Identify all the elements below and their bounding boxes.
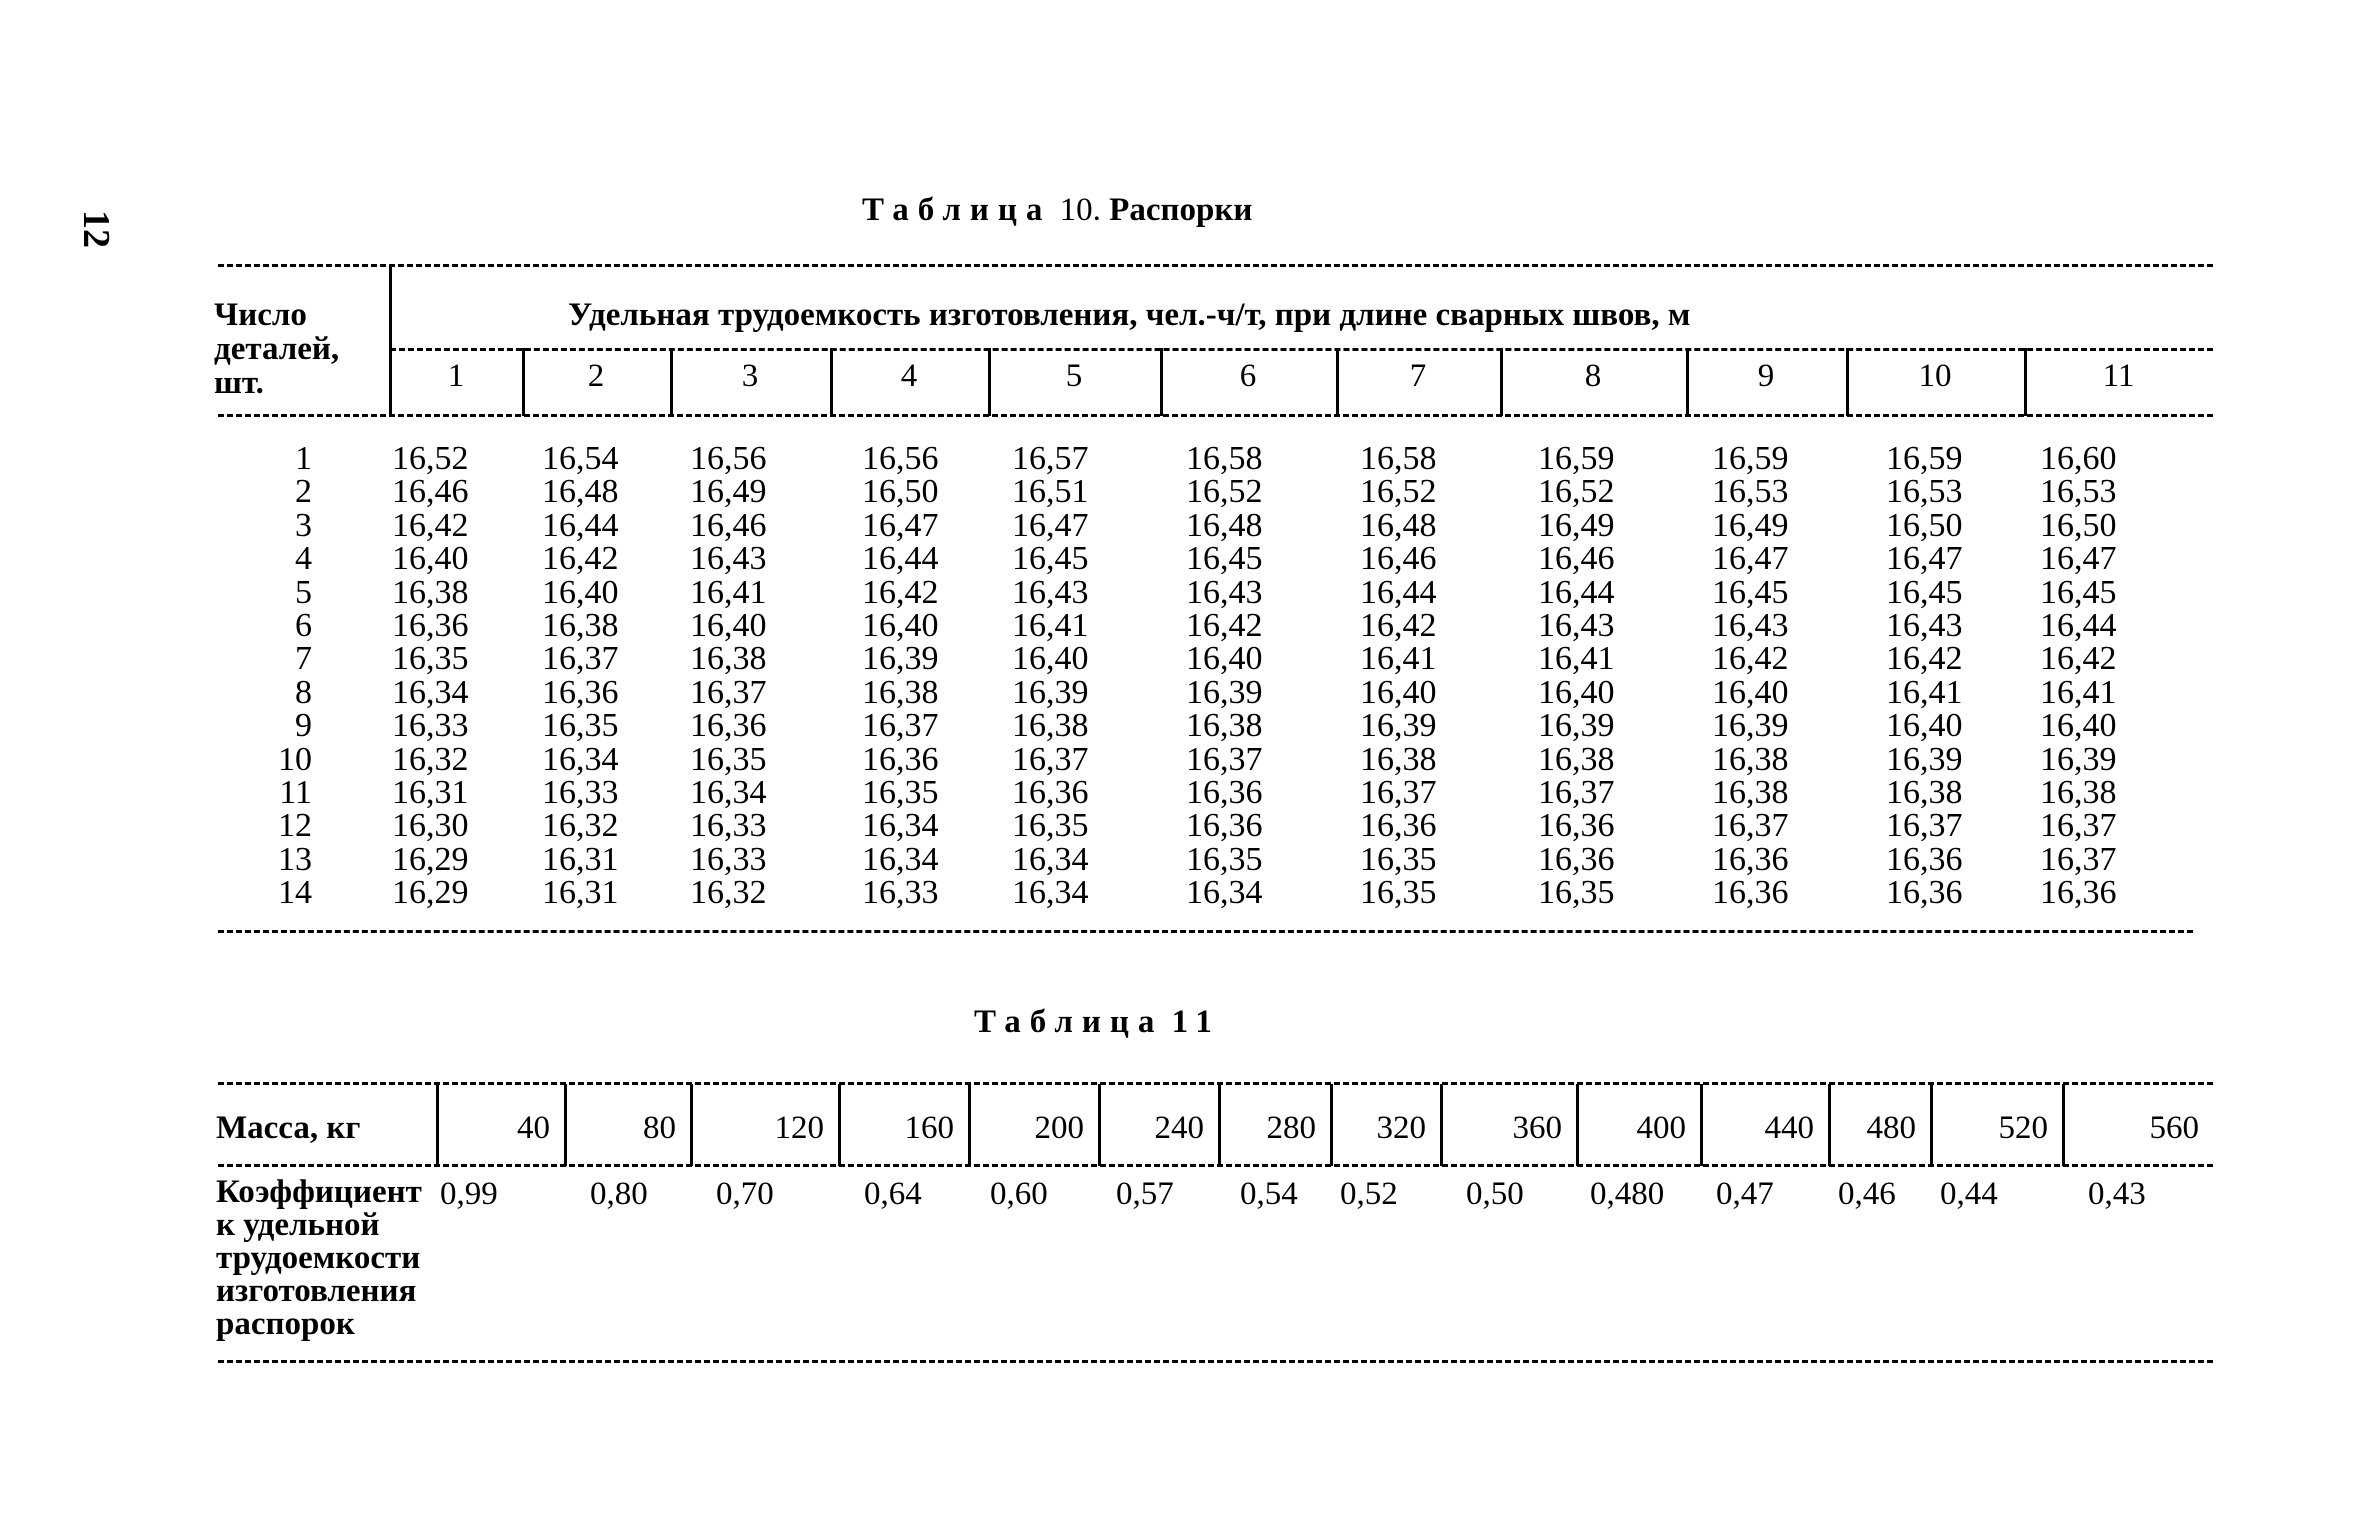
row-header-line-3: шт. xyxy=(214,365,264,401)
coef-label-line-4: изготовления xyxy=(216,1273,417,1309)
table10-cell: 16,40 xyxy=(2040,707,2117,745)
table10-cell: 16,45 xyxy=(1712,573,1789,611)
table11-bottom-rule xyxy=(218,1360,2213,1363)
table10-cell: 16,52 xyxy=(1360,473,1437,511)
table10-cell: 16,34 xyxy=(542,740,619,778)
table10-cell: 16,50 xyxy=(2040,506,2117,544)
table10-cell: 16,47 xyxy=(1712,540,1789,578)
table10-row-label: 13 xyxy=(278,840,312,878)
table10-cell: 16,41 xyxy=(690,573,767,611)
table10-cell: 16,53 xyxy=(2040,473,2117,511)
table10-column-header-5: 5 xyxy=(1065,358,1083,394)
table10-cell: 16,42 xyxy=(542,540,619,578)
table10-subheader-rule xyxy=(390,348,2213,351)
table10-cell: 16,50 xyxy=(862,473,939,511)
table11-mass-value: 400 xyxy=(1636,1110,1686,1146)
table11-mid-rule xyxy=(218,1164,2213,1167)
table11-coefficient-value: 0,50 xyxy=(1466,1176,1524,1212)
table10-cell: 16,37 xyxy=(1712,807,1789,845)
table10-row-label: 2 xyxy=(295,473,312,511)
table10-cell: 16,36 xyxy=(392,607,469,644)
table11-coefficient-value: 0,99 xyxy=(440,1176,498,1212)
table10-cell: 16,31 xyxy=(392,774,469,811)
table10-cell: 16,38 xyxy=(862,673,939,711)
table10-cell: 16,50 xyxy=(1886,506,1963,544)
table10-cell: 16,40 xyxy=(1012,640,1089,678)
table10-cell: 16,40 xyxy=(392,540,469,578)
table10-cell: 16,38 xyxy=(1886,774,1963,811)
table10-cell: 16,44 xyxy=(2040,607,2117,644)
table11-mass-label: Масса, кг xyxy=(216,1110,361,1146)
table10-bottom-rule xyxy=(218,930,2193,933)
table10-cell: 16,36 xyxy=(1360,807,1437,845)
table10-cell: 16,44 xyxy=(542,506,619,544)
table10-caption-prefix: Таблица xyxy=(862,192,1052,228)
table10-cell: 16,38 xyxy=(392,573,469,611)
table11-coefficient-value: 0,480 xyxy=(1590,1176,1665,1212)
table10-cell: 16,52 xyxy=(392,440,469,477)
table11-mass-value: 160 xyxy=(904,1110,954,1146)
table10-cell: 16,29 xyxy=(392,840,469,878)
table10-cell: 16,35 xyxy=(690,740,767,778)
table11-mass-value: 280 xyxy=(1266,1110,1316,1146)
table11-mass-value: 480 xyxy=(1866,1110,1916,1146)
table10-cell: 16,51 xyxy=(1012,473,1089,511)
table11-coefficient-value: 0,52 xyxy=(1340,1176,1398,1212)
table10-cell: 16,38 xyxy=(1712,774,1789,811)
table10-cell: 16,43 xyxy=(690,540,767,578)
table11-mass-value: 520 xyxy=(1998,1110,2048,1146)
coef-label-line-1: Коэффициент xyxy=(216,1174,422,1210)
table11-coefficient-value: 0,47 xyxy=(1716,1176,1774,1212)
table11-coefficient-value: 0,46 xyxy=(1838,1176,1896,1212)
table10-cell: 16,33 xyxy=(690,807,767,845)
table10-cell: 16,38 xyxy=(1712,740,1789,778)
table11-mass-value: 120 xyxy=(774,1110,824,1146)
table10-cell: 16,34 xyxy=(392,673,469,711)
table10-column-header-9: 9 xyxy=(1757,358,1775,394)
table10-row-label: 11 xyxy=(279,774,312,811)
page-number: 12 xyxy=(75,210,117,248)
table10-cell: 16,36 xyxy=(1886,840,1963,878)
table10-cell: 16,37 xyxy=(542,640,619,678)
table11-caption xyxy=(974,1004,1221,1041)
table10-cell: 16,39 xyxy=(1886,740,1963,778)
table10-cell: 16,54 xyxy=(542,440,619,477)
table10-cell: 16,49 xyxy=(1712,506,1789,544)
table10-cell: 16,36 xyxy=(1012,774,1089,811)
table10-header-bottom-rule xyxy=(218,414,2213,417)
table10-cell: 16,38 xyxy=(1538,740,1615,778)
table10-cell: 16,35 xyxy=(1538,874,1615,912)
table10-cell: 16,36 xyxy=(690,707,767,745)
table10-cell: 16,44 xyxy=(1538,573,1615,611)
table10-cell: 16,46 xyxy=(1538,540,1615,578)
table10-cell: 16,48 xyxy=(1360,506,1437,544)
table11-mass-value: 40 xyxy=(517,1110,550,1146)
table10-row-label: 1 xyxy=(295,440,312,477)
table10-cell: 16,47 xyxy=(2040,540,2117,578)
table10-cell: 16,49 xyxy=(690,473,767,511)
table10-column-header-1: 1 xyxy=(447,358,465,394)
table10-cell: 16,59 xyxy=(1886,440,1963,477)
table10-cell: 16,44 xyxy=(1360,573,1437,611)
table10-cell: 16,38 xyxy=(2040,774,2117,811)
table11-coefficient-value: 0,57 xyxy=(1116,1176,1174,1212)
table10-cell: 16,33 xyxy=(392,707,469,745)
table10-cell: 16,39 xyxy=(1012,673,1089,711)
table10-group-header: Удельная трудоемкость изготовления, чел.-ч/т, при длине сварных швов, м xyxy=(568,297,1691,333)
table10-cell: 16,29 xyxy=(392,874,469,912)
table10-cell: 16,43 xyxy=(1712,607,1789,644)
table10-cell: 16,45 xyxy=(1012,540,1089,578)
table10-cell: 16,35 xyxy=(1360,840,1437,878)
table11-mass-value: 200 xyxy=(1034,1110,1084,1146)
table10-cell: 16,38 xyxy=(690,640,767,678)
table10-cell: 16,39 xyxy=(1186,673,1263,711)
table10-cell: 16,40 xyxy=(542,573,619,611)
table10-cell: 16,36 xyxy=(1186,774,1263,811)
table10-cell: 16,47 xyxy=(1886,540,1963,578)
table10-cell: 16,59 xyxy=(1538,440,1615,477)
table10-column-header-11: 11 xyxy=(2102,358,2135,394)
table10-cell: 16,35 xyxy=(542,707,619,745)
table10-cell: 16,49 xyxy=(1538,506,1615,544)
coef-label-line-2: к удельной xyxy=(216,1207,380,1243)
table10-cell: 16,37 xyxy=(2040,807,2117,845)
table10-cell: 16,34 xyxy=(690,774,767,811)
table11-mass-value: 240 xyxy=(1154,1110,1204,1146)
table10-cell: 16,41 xyxy=(1886,673,1963,711)
table10-cell: 16,57 xyxy=(1012,440,1089,477)
table10-cell: 16,32 xyxy=(690,874,767,912)
table10-cell: 16,38 xyxy=(542,607,619,644)
table10-cell: 16,37 xyxy=(1012,740,1089,778)
table10-cell: 16,37 xyxy=(862,707,939,745)
table10-cell: 16,34 xyxy=(862,807,939,845)
table11-mass-value: 560 xyxy=(2149,1110,2199,1146)
table10-cell: 16,60 xyxy=(2040,440,2117,477)
table11-coef-label xyxy=(216,1176,422,1341)
table10-row-label: 7 xyxy=(295,640,312,678)
table11-coefficient-value: 0,54 xyxy=(1240,1176,1298,1212)
table10-row-label: 6 xyxy=(295,607,312,644)
table10-cell: 16,36 xyxy=(1712,840,1789,878)
table11-coefficient-value: 0,44 xyxy=(1940,1176,1998,1212)
table10-cell: 16,40 xyxy=(690,607,767,644)
table10-caption-title: Распорки xyxy=(1109,192,1253,228)
table10-cell: 16,40 xyxy=(1886,707,1963,745)
table10-cell: 16,37 xyxy=(2040,840,2117,878)
table10-cell: 16,32 xyxy=(392,740,469,778)
table10-cell: 16,41 xyxy=(1012,607,1089,644)
table10-cell: 16,37 xyxy=(690,673,767,711)
table10-cell: 16,43 xyxy=(1538,607,1615,644)
table10-cell: 16,45 xyxy=(2040,573,2117,611)
table10-cell: 16,36 xyxy=(1538,840,1615,878)
table10-cell: 16,37 xyxy=(1360,774,1437,811)
table10-cell: 16,38 xyxy=(1360,740,1437,778)
table10-cell: 16,36 xyxy=(1712,874,1789,912)
table10-row-label: 3 xyxy=(295,506,312,544)
table10-cell: 16,36 xyxy=(1538,807,1615,845)
table10-cell: 16,34 xyxy=(1012,840,1089,878)
table10-cell: 16,45 xyxy=(1886,573,1963,611)
table10-cell: 16,33 xyxy=(542,774,619,811)
table10-cell: 16,38 xyxy=(1012,707,1089,745)
table11-caption-prefix: Таблица xyxy=(974,1004,1164,1040)
table10-cell: 16,37 xyxy=(1186,740,1263,778)
table10-cell: 16,34 xyxy=(862,840,939,878)
table10-row-header xyxy=(214,298,339,400)
table10-cell: 16,56 xyxy=(690,440,767,477)
table10-cell: 16,46 xyxy=(392,473,469,511)
table10-cell: 16,40 xyxy=(862,607,939,644)
table10-cell: 16,36 xyxy=(1886,874,1963,912)
table10-cell: 16,42 xyxy=(1886,640,1963,678)
table10-cell: 16,44 xyxy=(862,540,939,578)
table10-cell: 16,34 xyxy=(1012,874,1089,912)
table11-mass-value: 80 xyxy=(643,1110,676,1146)
table10-cell: 16,58 xyxy=(1360,440,1437,477)
table10-cell: 16,47 xyxy=(862,506,939,544)
table10-cell: 16,36 xyxy=(542,673,619,711)
table10-cell: 16,43 xyxy=(1012,573,1089,611)
table10-cell: 16,42 xyxy=(2040,640,2117,678)
table10-column-header-4: 4 xyxy=(900,358,918,394)
table10-cell: 16,34 xyxy=(1186,874,1263,912)
coef-label-line-3: трудоемкости xyxy=(216,1240,421,1276)
table10-cell: 16,43 xyxy=(1186,573,1263,611)
table11-coefficient-value: 0,80 xyxy=(590,1176,648,1212)
table11-mass-value: 320 xyxy=(1376,1110,1426,1146)
table10-column-header-6: 6 xyxy=(1239,358,1257,394)
table10-cell: 16,38 xyxy=(1186,707,1263,745)
table10-cell: 16,32 xyxy=(542,807,619,845)
table10-cell: 16,40 xyxy=(1712,673,1789,711)
table10-cell: 16,33 xyxy=(862,874,939,912)
table10-caption-number: 10. xyxy=(1059,192,1101,228)
table10-row-label: 10 xyxy=(278,740,312,778)
table11-top-rule xyxy=(218,1082,2213,1085)
table10-cell: 16,40 xyxy=(1538,673,1615,711)
table10-column-header-7: 7 xyxy=(1409,358,1427,394)
table10-cell: 16,47 xyxy=(1012,506,1089,544)
coef-label-line-5: распорок xyxy=(216,1306,355,1342)
table10-row-label: 4 xyxy=(295,540,312,578)
table10-cell: 16,52 xyxy=(1538,473,1615,511)
table10-caption xyxy=(862,192,1252,229)
table10-cell: 16,53 xyxy=(1886,473,1963,511)
table10-cell: 16,37 xyxy=(1538,774,1615,811)
table10-cell: 16,36 xyxy=(862,740,939,778)
table10-cell: 16,35 xyxy=(1012,807,1089,845)
table10-cell: 16,41 xyxy=(1360,640,1437,678)
table10-column-header-8: 8 xyxy=(1584,358,1602,394)
table10-row-label: 5 xyxy=(295,573,312,611)
row-header-line-1: Число xyxy=(214,297,307,333)
table10-cell: 16,42 xyxy=(1712,640,1789,678)
table10-cell: 16,56 xyxy=(862,440,939,477)
table10-cell: 16,46 xyxy=(1360,540,1437,578)
table10-column-header-3: 3 xyxy=(741,358,759,394)
table10-row-label: 14 xyxy=(278,874,312,912)
table10-column-header-10: 10 xyxy=(1918,358,1952,394)
table10-top-rule xyxy=(218,264,2213,267)
table11-coefficient-value: 0,70 xyxy=(716,1176,774,1212)
table10-cell: 16,42 xyxy=(862,573,939,611)
table10-column-header-2: 2 xyxy=(587,358,605,394)
table10-cell: 16,48 xyxy=(1186,506,1263,544)
table10-cell: 16,37 xyxy=(1886,807,1963,845)
table10-cell: 16,59 xyxy=(1712,440,1789,477)
table10-cell: 16,41 xyxy=(2040,673,2117,711)
table10-cell: 16,40 xyxy=(1360,673,1437,711)
table10-cell: 16,39 xyxy=(2040,740,2117,778)
table10-row-label: 12 xyxy=(278,807,312,845)
table10-cell: 16,48 xyxy=(542,473,619,511)
table10-cell: 16,42 xyxy=(392,506,469,544)
table10-cell: 16,40 xyxy=(1186,640,1263,678)
table10-cell: 16,46 xyxy=(690,506,767,544)
table10-cell: 16,42 xyxy=(1186,607,1263,644)
table10-cell: 16,31 xyxy=(542,874,619,912)
table10-cell: 16,35 xyxy=(392,640,469,678)
table10-cell: 16,39 xyxy=(1360,707,1437,745)
table10-cell: 16,35 xyxy=(1360,874,1437,912)
table10-cell: 16,53 xyxy=(1712,473,1789,511)
table10-cell: 16,52 xyxy=(1186,473,1263,511)
table10-cell: 16,36 xyxy=(1186,807,1263,845)
table10-cell: 16,39 xyxy=(1712,707,1789,745)
table10-cell: 16,39 xyxy=(1538,707,1615,745)
table11-caption-number: 11 xyxy=(1171,1004,1221,1040)
row-header-line-2: деталей, xyxy=(214,331,340,367)
table10-cell: 16,39 xyxy=(862,640,939,678)
table10-cell: 16,43 xyxy=(1886,607,1963,644)
table10-cell: 16,45 xyxy=(1186,540,1263,578)
table11-coefficient-value: 0,60 xyxy=(990,1176,1048,1212)
table10-cell: 16,35 xyxy=(1186,840,1263,878)
table10-cell: 16,36 xyxy=(2040,874,2117,912)
table10-cell: 16,30 xyxy=(392,807,469,845)
table10-row-label: 8 xyxy=(295,673,312,711)
table10-cell: 16,58 xyxy=(1186,440,1263,477)
table11-mass-value: 360 xyxy=(1512,1110,1562,1146)
table10-cell: 16,42 xyxy=(1360,607,1437,644)
table10-row-label: 9 xyxy=(295,707,312,745)
table11-mass-value: 440 xyxy=(1764,1110,1814,1146)
table11-coefficient-value: 0,64 xyxy=(864,1176,922,1212)
table10-cell: 16,31 xyxy=(542,840,619,878)
table10-cell: 16,35 xyxy=(862,774,939,811)
table10-cell: 16,41 xyxy=(1538,640,1615,678)
table11-coefficient-value: 0,43 xyxy=(2088,1176,2146,1212)
table10-cell: 16,33 xyxy=(690,840,767,878)
